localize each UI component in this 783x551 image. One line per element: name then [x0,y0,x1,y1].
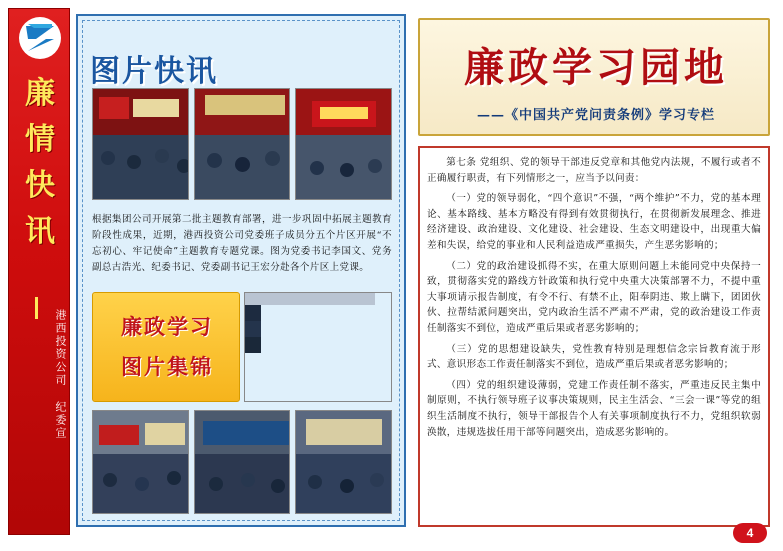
banner-subtitle: 港西投资公司 纪委宣 [54,309,66,440]
meeting-photo-5 [92,410,189,514]
banner-title-char-3: 快 [25,168,55,203]
meeting-photo-6 [194,410,291,514]
banner-title [9,71,70,255]
banner-title-char-4: 讯 [25,214,55,249]
meeting-photo-3 [295,88,392,200]
page-subtitle: ——《中国共产党问责条例》学习专栏 [476,108,715,123]
meeting-photo-4 [244,292,392,402]
photo-row-top [92,88,392,200]
company-logo-icon [16,15,64,61]
article-text [427,155,761,518]
page-title: 廉政学习园地 [464,44,728,91]
article-paragraph-2: （一）党的领导弱化，“四个意识”不强，“两个维护”不力，党的基本理论、基本路线、基本方略没有得到有效贯彻执行，在贯彻新发展理念、推进经济建设、政治建设、文化建设、社会建设、生态文明建设中，出现重大偏差和失误，给党的事业和人民利益造成严重损失，产生恶劣影响的； [427,193,761,251]
left-red-banner [8,8,70,535]
photo-panel-body-text: 根据集团公司开展第二批主题教育部署，进一步巩固中拓展主题教育阶段性成果，近期，港西投资公司党委班子成员分五个片区开展“不忘初心、牢记使命”主题教育专题党课。图为党委书记李国文、党务副总古浩光、纪委书记、党委副书记王宏分赴各个片区上党课。 [92,214,392,273]
article-body-box [418,146,770,527]
fan-title-line-1: 廉政学习 [121,314,213,339]
right-header-box [418,18,770,136]
fan-title-box [92,292,240,402]
meeting-photo-1 [92,88,189,200]
article-paragraph-3: （二）党的政治建设抓得不实，在重大原则问题上未能同党中央保持一致，贯彻落实党的路线方针政策和执行党中央重大决策部署不力，不提中重大事项请示报告制度，有令不行、有禁不止，阳奉阴违、欺上瞒下，团团伙伙、拉帮结派问题突出，党内政治生活不严肃不严肃，党的政治建设工作责任制落实不到位，造成严重后果或者恶劣影响的； [427,260,761,334]
article-paragraph-1: 第七条 党组织、党的领导干部违反党章和其他党内法规，不履行或者不正确履行职责，有下列情形之一，应当予以问责： [427,157,761,184]
photo-panel-title: 图片快讯 [90,54,218,89]
article-paragraph-5: （四）党的组织建设薄弱，党建工作责任制不落实，严重违反民主集中制原则，不执行领导班子议事决策规则，民主生活会、“三会一课”等党的组织生活制度不执行，领导干部报告个人有关事项制度执行不力，党组织软弱涣散，违规选拔任用干部等问题突出，造成恶劣影响的。 [427,379,761,438]
meeting-photo-2 [194,88,291,200]
photo-middle-row [92,292,392,402]
meeting-photo-7 [295,410,392,514]
photo-news-panel [76,14,406,527]
banner-title-char-2: 情 [25,122,55,157]
page-number-badge: 4 [733,523,767,543]
banner-title-char-1: 廉 [25,76,55,111]
article-paragraph-4: （三）党的思想建设缺失，党性教育特别是理想信念宗旨教育流于形式、意识形态工作责任制落实不到位，造成严重后果或者恶劣影响的； [427,343,761,371]
photo-row-bottom [92,410,392,514]
fan-title-line-2: 图片集锦 [121,354,213,379]
